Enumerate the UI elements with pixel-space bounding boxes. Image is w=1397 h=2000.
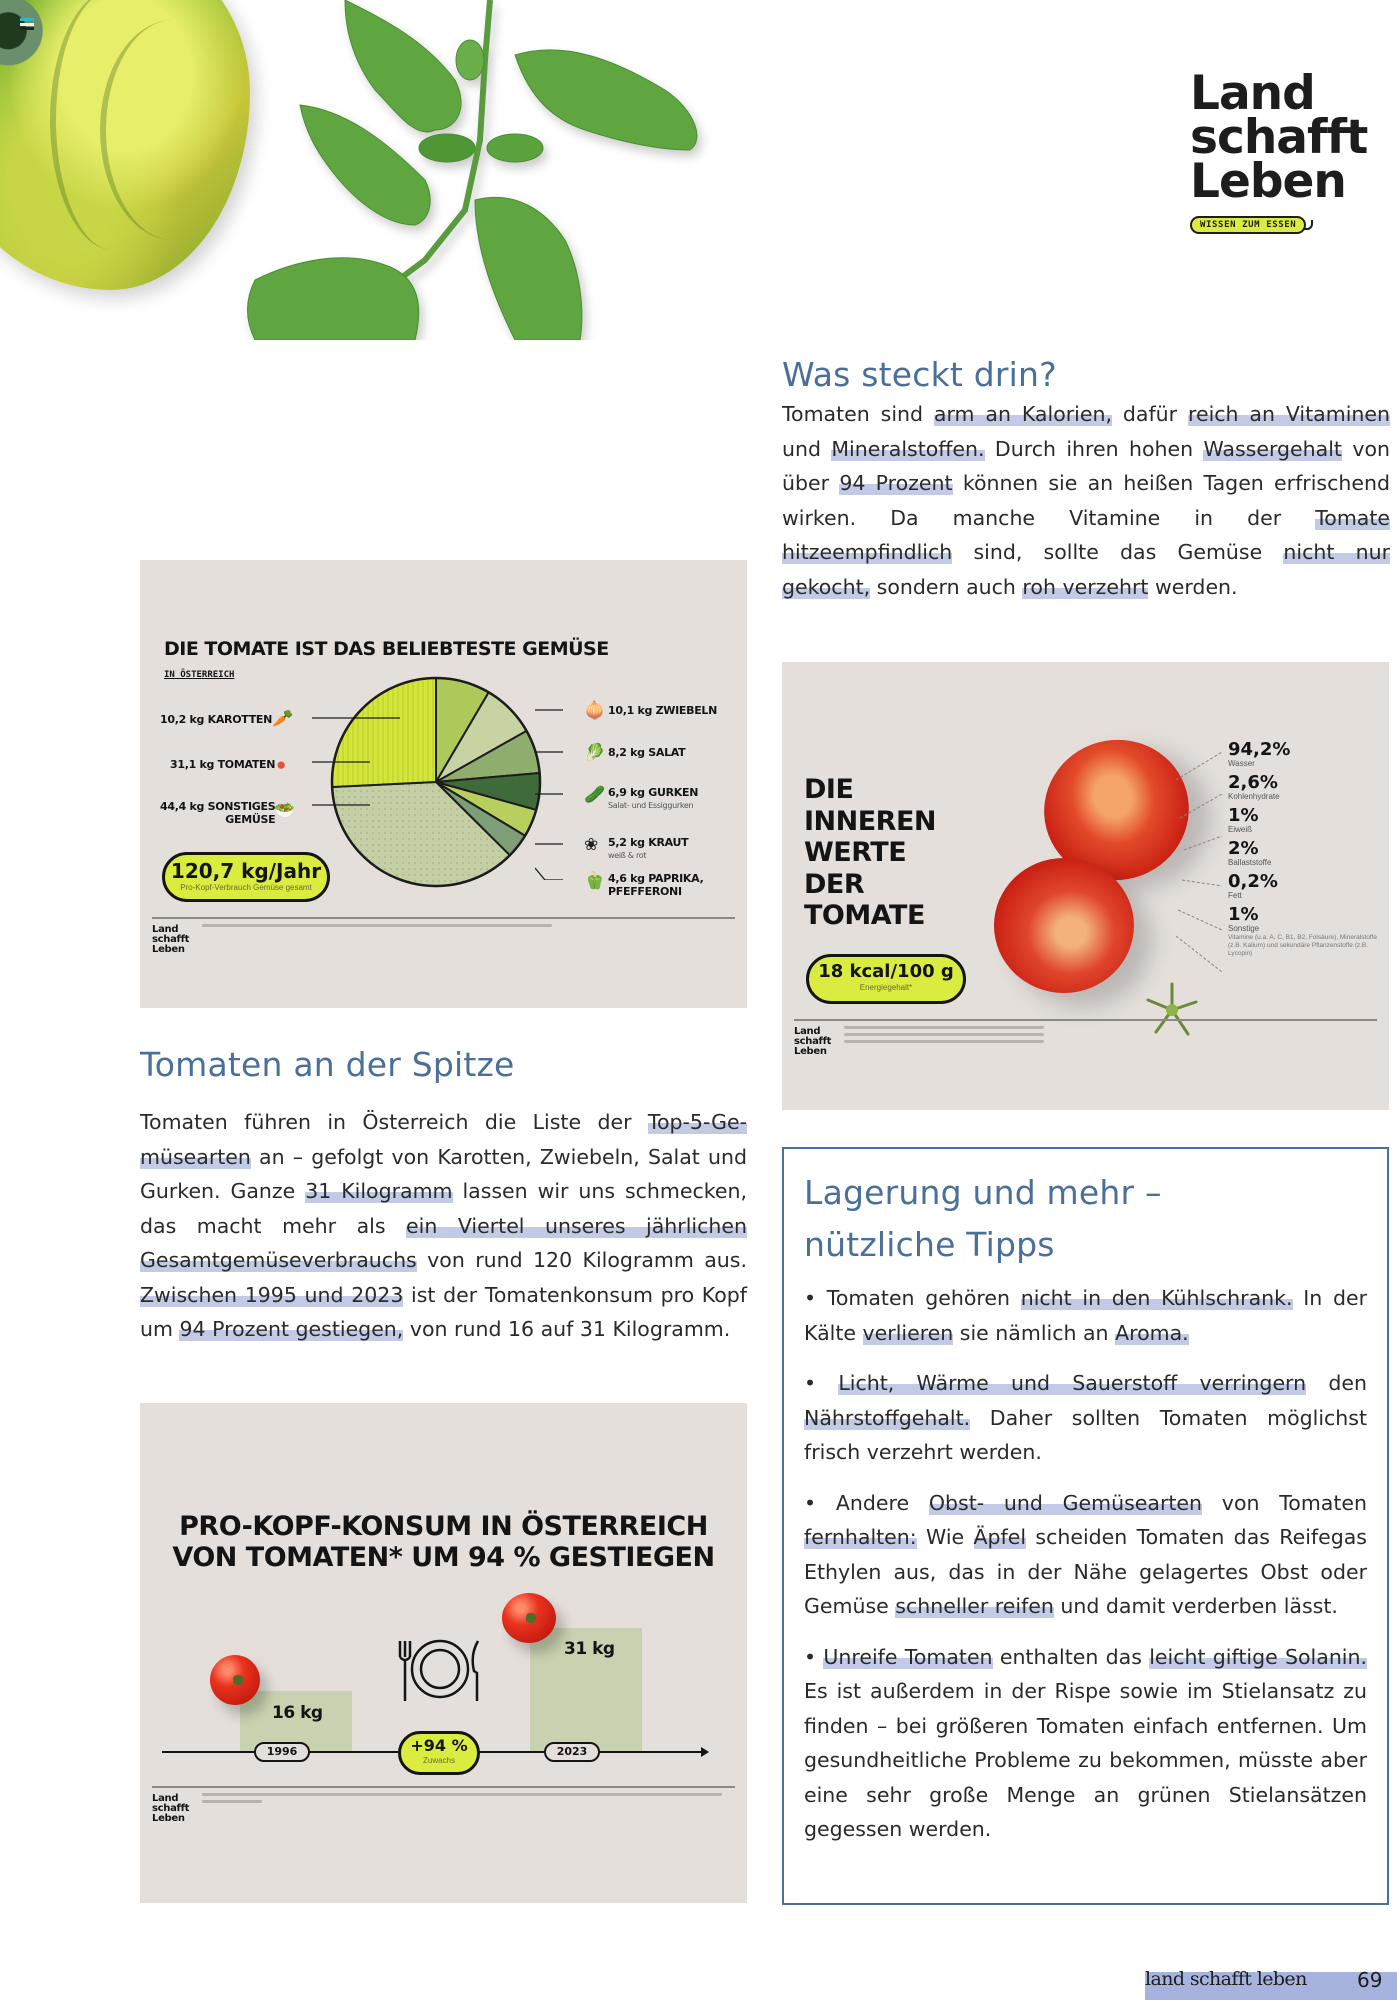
text-run: dafür <box>1111 402 1188 426</box>
nutrient-label: Eiweiß <box>1228 825 1253 834</box>
text-run: sondern auch <box>870 574 1023 599</box>
mini-logo-line: Land <box>794 1026 821 1037</box>
growth-badge <box>398 1731 480 1775</box>
mini-logo-line: Leben <box>794 1046 827 1057</box>
leader-lines-right <box>535 700 585 880</box>
text-run: Tomaten sind <box>782 402 934 426</box>
tip-item <box>804 1281 1367 1350</box>
text-run: und <box>782 436 832 461</box>
pie-label-zwiebeln: 10,1 kg ZWIEBELN <box>608 704 718 717</box>
infographic-popular-vegetables <box>140 560 747 1008</box>
nutrient-label: Fett <box>1228 891 1242 900</box>
divider <box>152 917 735 919</box>
nutrient-list <box>1228 740 1383 963</box>
text-run: Tomaten führen in Österreich die Liste der <box>140 1110 648 1134</box>
highlighted-text: arm an Kalorien, <box>933 402 1112 426</box>
text-run: sie nämlich an <box>953 1320 1116 1345</box>
text-run: • <box>804 1371 839 1395</box>
section-was-steckt-drin <box>782 355 1390 604</box>
brand-tagline: WISSEN ZUM ESSEN <box>1190 216 1306 234</box>
text-run: • Tomaten gehören <box>804 1286 1021 1310</box>
text-run: • <box>804 1644 824 1669</box>
text-run: von über <box>782 436 1390 495</box>
pie-label-line: GEMÜSE <box>225 813 276 826</box>
nutrient-note: Vitamine (u.a. A, C, B1, B2, Folsäure), Mineralstoffe (z.B. Kalium) und sekundäre Pflanzenstoffe (z.B. Lycopin) <box>1228 934 1377 957</box>
divider <box>794 1019 1377 1021</box>
highlighted-text: nicht in den Kühlschrank. <box>1020 1286 1293 1310</box>
badge-label: Zuwachs <box>422 1756 455 1765</box>
infographic-inner-values <box>782 662 1389 1110</box>
pie-label-line: 6,9 kg GURKEN <box>608 786 699 799</box>
pie-label-note: Salat- und Essiggurken <box>608 801 694 810</box>
source-footnote <box>202 924 552 931</box>
text-run: lassen wir uns schmecken, das macht mehr als <box>140 1179 748 1238</box>
pie-label-note: weiß & rot <box>608 851 647 860</box>
text-run: können sie an heißen Tagen erfrischend wirken. Da manche Vitamine in der <box>782 471 1390 530</box>
text-run: von Tomaten <box>1202 1490 1367 1515</box>
highlighted-text: Nährstoffgehalt. <box>804 1405 971 1430</box>
nutrient-label: Kohlenhydrate <box>1228 792 1280 801</box>
brand-logo-line: Land <box>1190 66 1315 121</box>
highlighted-text: Wassergehalt <box>1203 436 1342 461</box>
section-body <box>140 1105 747 1347</box>
text-run: von rund 120 Kilogramm aus. <box>416 1248 747 1272</box>
text-run: Daher sollten Tomaten möglichst frisch verzehrt werden. <box>804 1405 1367 1464</box>
highlighted-text: leicht giftige Solanin. <box>1149 1644 1368 1669</box>
highlighted-text: Zwischen 1995 und 2023 <box>140 1282 404 1307</box>
title-line: TOMATE <box>804 900 925 931</box>
bar-value-1996: 16 kg <box>272 1703 323 1723</box>
badge-label: Energiegehalt* <box>859 983 913 992</box>
text-run: sind, sollte das Gemüse <box>952 540 1284 564</box>
tomato-stem-photo <box>1142 980 1202 1040</box>
highlighted-text: roh verzehrt <box>1022 574 1149 599</box>
highlighted-text: Äpfel <box>973 1525 1027 1549</box>
highlighted-text: verlieren <box>862 1320 954 1345</box>
page-number: 69 <box>1357 1968 1383 1992</box>
text-run: Wie <box>916 1525 974 1549</box>
nutrient-item <box>1228 806 1383 834</box>
nutrient-label: Ballaststoffe <box>1228 858 1272 867</box>
mini-logo-line: schafft <box>152 934 190 945</box>
infographic-consumption-growth <box>140 1403 747 1903</box>
page-footer <box>1145 1968 1397 2000</box>
text-run: ist der Tomatenkonsum pro Kopf um <box>140 1282 747 1341</box>
brand-logo-line: Leben <box>1190 154 1346 209</box>
text-run: scheiden Tomaten das Reifegas Ethylen aus, das in der Nähe gelagertes Obst oder Gemüse <box>804 1525 1367 1618</box>
highlighted-text: ein Viertel unseres jährlichen Gesamtgemüseverbrauchs <box>140 1213 747 1272</box>
text-run: In der Kälte <box>804 1286 1368 1345</box>
mini-logo-line: Leben <box>152 1813 185 1824</box>
pie-label-line: 44,4 kg SONSTIGES <box>160 800 276 813</box>
nutrient-value: 2% <box>1228 838 1259 859</box>
text-run: den <box>1306 1371 1368 1395</box>
highlighted-text: schneller reifen <box>895 1594 1054 1618</box>
year-label-2023: 2023 <box>544 1742 600 1762</box>
nutrient-value: 1% <box>1228 904 1259 925</box>
tip-item <box>804 1366 1367 1470</box>
nutrient-item <box>1228 905 1383 958</box>
nutrient-value: 0,2% <box>1228 871 1278 892</box>
tip-item <box>804 1640 1367 1847</box>
title-line: DIE <box>804 774 854 805</box>
text-run: von rund 16 auf 31 Kilogramm. <box>403 1317 731 1341</box>
leader-lines <box>1172 750 1232 990</box>
title-line: DER <box>804 868 865 900</box>
tips-box <box>782 1147 1389 1905</box>
mini-logo-line: Leben <box>152 944 185 955</box>
section-title: Was steckt drin? <box>782 355 1057 394</box>
nutrient-value: 1% <box>1228 805 1259 826</box>
mini-logo <box>152 925 189 955</box>
pepper-icon: 🫑 <box>584 871 606 890</box>
highlighted-text: Obst- und Gemüsearten <box>928 1490 1203 1515</box>
nutrient-value: 2,6% <box>1228 772 1278 793</box>
cabbage-icon: ❀ <box>584 835 599 854</box>
pie-label-line: 5,2 kg KRAUT <box>608 836 689 849</box>
highlighted-text: nicht nur gekocht, <box>782 540 1390 599</box>
highlighted-text: fernhalten: <box>804 1525 917 1549</box>
badge-value: +94 % <box>410 1736 468 1755</box>
mini-logo <box>794 1027 831 1057</box>
infographic-title <box>804 774 936 932</box>
text-run: werden. <box>1148 574 1238 599</box>
total-consumption-badge <box>162 852 330 902</box>
mini-logo-line: Land <box>152 924 179 935</box>
menu-icon[interactable] <box>20 18 34 30</box>
mini-logo-line: schafft <box>794 1036 832 1047</box>
text-run: • Andere <box>804 1490 929 1515</box>
nutrient-item <box>1228 872 1383 900</box>
highlighted-text: Aroma. <box>1115 1320 1189 1345</box>
infographic-title <box>140 1511 747 1573</box>
text-run: enthalten das <box>992 1644 1150 1669</box>
nutrient-item <box>1228 839 1383 867</box>
nutrient-value: 94,2% <box>1228 739 1291 760</box>
pie-label-line: 4,6 kg PAPRIKA, <box>608 872 704 885</box>
text-run: Durch ihren hohen <box>984 436 1204 461</box>
highlighted-text: 94 Prozent gestiegen, <box>179 1317 404 1341</box>
badge-value: 120,7 kg/Jahr <box>170 859 322 883</box>
highlighted-text: 31 Kilogramm <box>305 1179 453 1203</box>
infographic-subtitle: IN ÖSTERREICH <box>164 670 235 680</box>
text-run: Es ist außerdem in der Rispe sowie im Stielansatz zu finden – bei größeren Tomaten einfach entfernen. Um gesundheitliche Probleme zu bekommen, müsste aber eine sehr große Menge an grünen Stielansätzen gegessen werden. <box>804 1679 1367 1841</box>
pie-label-sonstiges <box>160 800 275 826</box>
section-title: Tomaten an der Spitze <box>140 1045 515 1084</box>
title-line: WERTE <box>804 837 907 868</box>
text-run: und damit verderben lässt. <box>1053 1594 1338 1618</box>
pie-label-karotten: 10,2 kg KAROTTEN <box>160 713 273 726</box>
tomato-half-photo <box>994 858 1134 993</box>
source-footnote <box>202 1793 722 1807</box>
highlighted-text: Mineralstoffen. <box>831 436 985 461</box>
pie-label-line: PFEFFERONI <box>608 885 682 898</box>
highlighted-text: 94 Prozent <box>839 471 953 495</box>
onion-icon: 🧅 <box>584 701 606 720</box>
pie-label-gurken <box>608 786 698 812</box>
tip-item <box>804 1486 1367 1624</box>
title-line: PRO-KOPF-KONSUM IN ÖSTERREICH <box>179 1511 708 1542</box>
pie-label-kraut <box>608 836 688 862</box>
tomato-leaves-photo <box>185 0 785 340</box>
carrot-icon: 🥕 <box>272 709 294 728</box>
highlighted-text: Licht, Wärme und Sauerstoff verringern <box>838 1371 1307 1395</box>
title-line: nützliche Tipps <box>804 1225 1055 1264</box>
nutrient-item <box>1228 740 1383 768</box>
badge-value: 18 kcal/100 g <box>818 961 954 982</box>
infographic-title: DIE TOMATE IST DAS BELIEBTESTE GEMÜSE <box>164 638 609 660</box>
year-label-1996: 1996 <box>254 1742 310 1762</box>
tomato-photo <box>502 1593 556 1643</box>
nutrient-label: Sonstige <box>1228 924 1260 933</box>
highlighted-text: Unreife Tomaten <box>823 1644 993 1669</box>
text-run: an – gefolgt von Karotten, Zwiebeln, Salat und Gurken. Ganze <box>140 1144 747 1203</box>
highlighted-text: Top-5-Gemüsearten <box>140 1110 747 1169</box>
mini-logo <box>152 1794 189 1824</box>
title-line: VON TOMATEN* UM 94 % GESTIEGEN <box>172 1542 715 1573</box>
badge-label: Pro-Kopf-Verbrauch Gemüse gesamt <box>180 883 312 892</box>
section-title <box>804 1167 1367 1271</box>
source-footnote <box>844 1026 1044 1047</box>
pie-label-paprika <box>608 872 703 898</box>
highlighted-text: Tomate hitzeempfindlich <box>782 505 1390 564</box>
publication-name: land schafft leben <box>1145 1968 1307 1990</box>
title-line: Lagerung und mehr – <box>804 1173 1162 1212</box>
section-tomaten-an-der-spitze <box>140 1043 747 1347</box>
nutrient-label: Wasser <box>1228 759 1255 768</box>
cucumber-icon: 🥒 <box>584 785 606 804</box>
divider <box>152 1786 735 1788</box>
pie-label-salat: 8,2 kg SALAT <box>608 746 686 759</box>
mini-logo-line: schafft <box>152 1803 190 1814</box>
tomato-icon: ● <box>276 755 287 774</box>
brand-logo <box>1190 66 1390 234</box>
section-body <box>782 397 1390 604</box>
title-line: INNEREN <box>804 805 937 837</box>
energy-badge <box>806 954 966 1004</box>
nutrient-item <box>1228 773 1383 801</box>
salad-bowl-icon: 🥗 <box>274 801 296 820</box>
brand-logo-line: schafft <box>1190 110 1368 165</box>
mini-logo-line: Land <box>152 1793 179 1804</box>
lettuce-icon: 🥬 <box>584 743 606 762</box>
tomato-photo <box>210 1655 260 1705</box>
bar-value-2023: 31 kg <box>564 1639 615 1659</box>
plate-cutlery-icon <box>390 1635 490 1707</box>
leader-lines-left <box>290 710 410 820</box>
pie-label-tomaten: 31,1 kg TOMATEN <box>170 758 276 771</box>
highlighted-text: reich an Vitaminen <box>1187 402 1390 426</box>
